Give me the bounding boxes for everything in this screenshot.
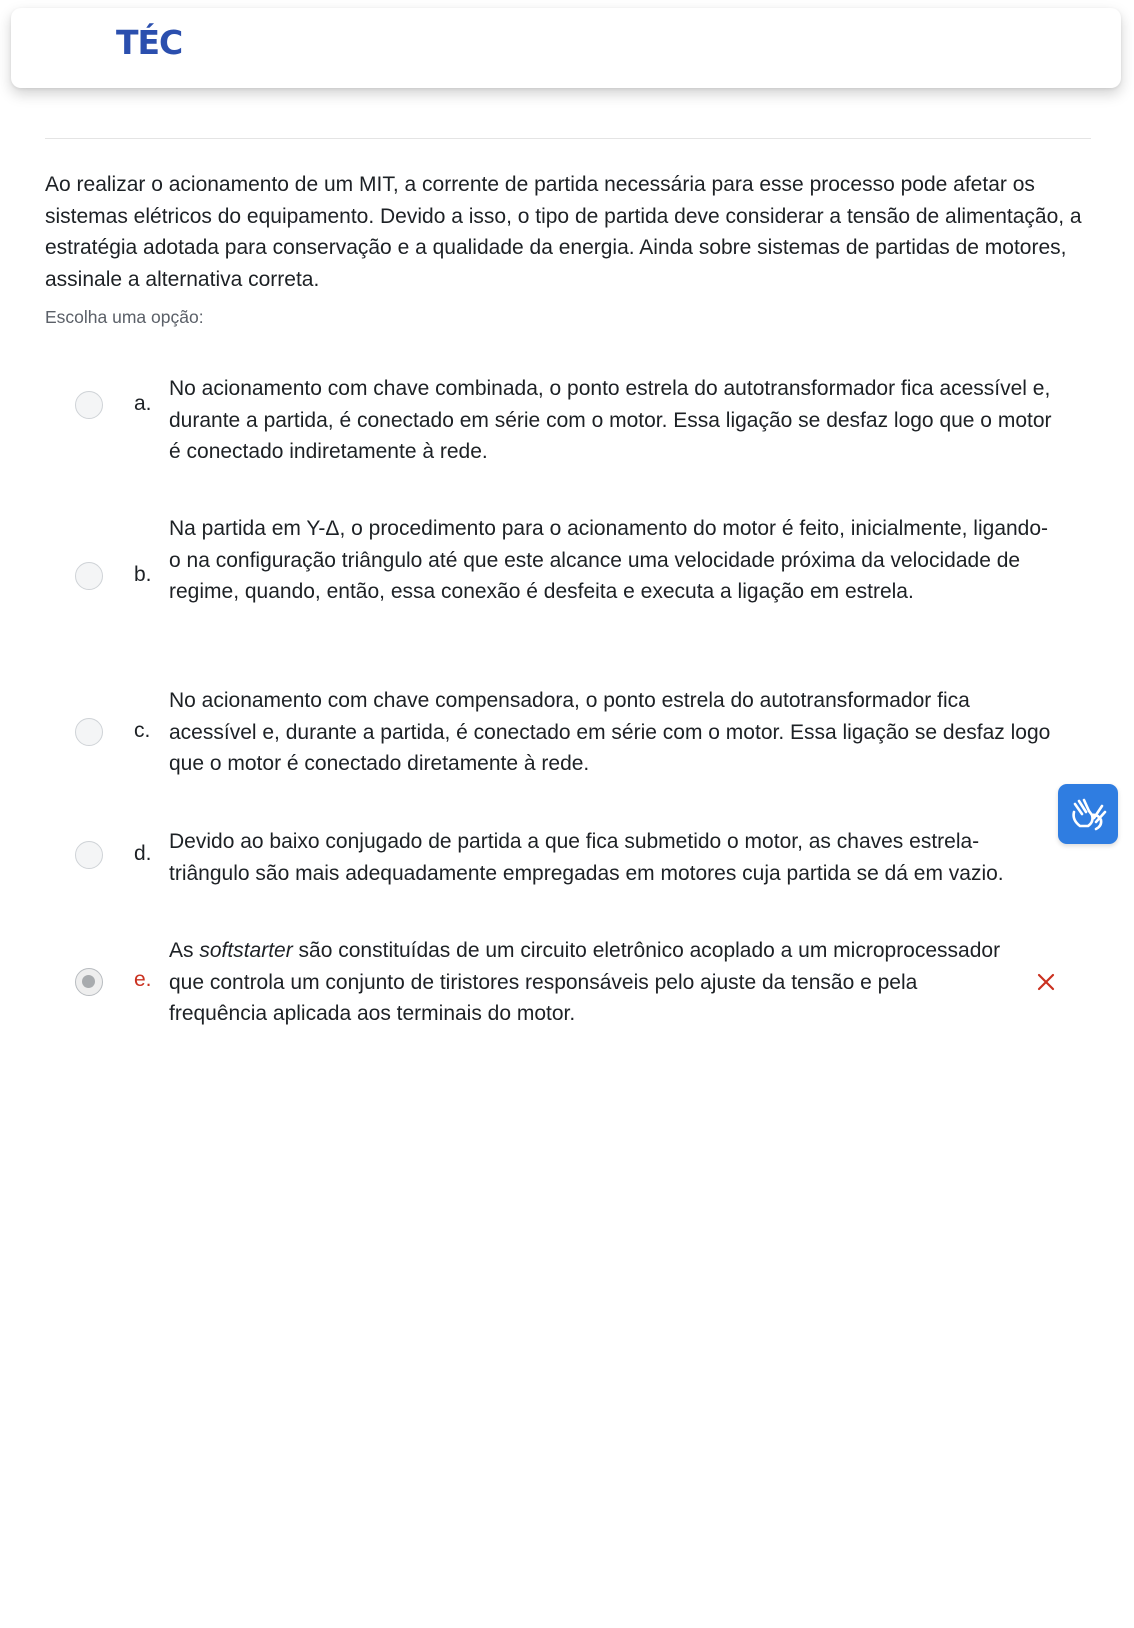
radio-option-a[interactable] (75, 391, 103, 419)
option-letter: d. (134, 842, 152, 865)
option-text[interactable]: Na partida em Y-Δ, o procedimento para o acionamento do motor é feito, inicialmente, ligando-o na configuração triângulo até que este alcance uma velocidade próxima da velocidade de regime, quando, então, essa conexão é desfeita e executa a ligação em estrela. (169, 517, 1049, 603)
option-text-prefix: As (169, 939, 200, 962)
sign-language-icon (1058, 784, 1118, 844)
header-bar (11, 8, 1121, 88)
brand-logo[interactable]: TÉC (116, 23, 183, 62)
option-text-suffix: são constituídas de um circuito eletrônico acoplado a um microprocessador que controla um conjunto de tiristores responsáveis pelo ajuste da tensão e pela frequência aplicada aos terminais do motor. (169, 939, 1001, 1025)
close-icon (1035, 971, 1057, 993)
divider (45, 138, 1091, 139)
option-text[interactable]: No acionamento com chave combinada, o ponto estrela do autotransformador fica acessível e, durante a partida, é conectado em série com o motor. Essa ligação se desfaz logo que o motor é conectado indiretamente à rede. (169, 377, 1052, 463)
option-letter: e. (134, 968, 152, 991)
radio-option-c[interactable] (75, 718, 103, 746)
radio-option-b[interactable] (75, 562, 103, 590)
option-letter: b. (134, 563, 152, 586)
option-letter: a. (134, 392, 152, 415)
option-text[interactable]: Devido ao baixo conjugado de partida a que fica submetido o motor, as chaves estrela-triângulo são mais adequadamente empregadas em motores cuja partida se dá em vazio. (169, 830, 1004, 885)
question-text: Ao realizar o acionamento de um MIT, a corrente de partida necessária para esse processo pode afetar os sistemas elétricos do equipamento. Devido a isso, o tipo de partida deve considerar a tensão de alimentação, a estratégia adotada para conservação e a qualidade da energia. Ainda sobre sistemas de partidas de motores, assinale a alternativa correta. (45, 173, 1082, 291)
option-text[interactable] (169, 935, 1019, 1030)
option-letter: c. (134, 719, 151, 742)
radio-option-e[interactable] (75, 968, 103, 996)
option-text[interactable]: No acionamento com chave compensadora, o ponto estrela do autotransformador fica acessível e, durante a partida, é conectado em série com o motor. Essa ligação se desfaz logo que o motor é conectado diretamente à rede. (169, 689, 1051, 775)
option-text-emphasis: softstarter (199, 939, 293, 962)
answer-prompt: Escolha uma opção: (45, 307, 204, 327)
radio-option-d[interactable] (75, 841, 103, 869)
sign-language-button[interactable] (1058, 784, 1118, 844)
